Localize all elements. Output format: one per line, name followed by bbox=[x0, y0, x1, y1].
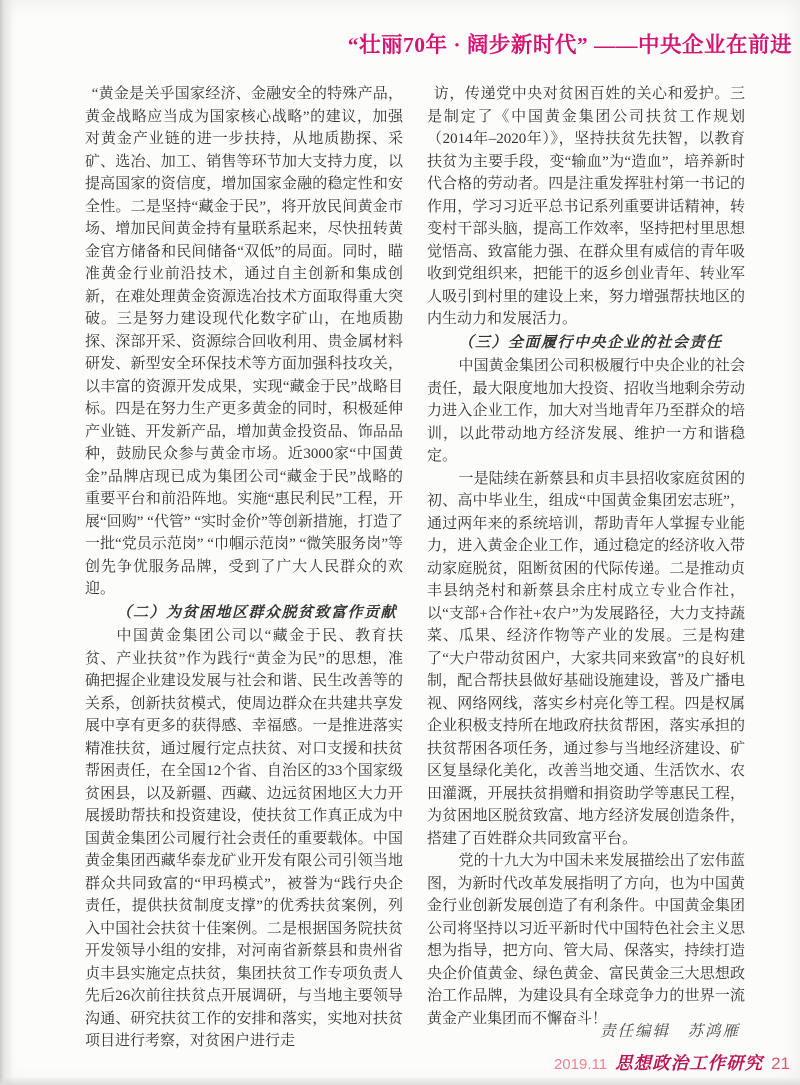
column-left bbox=[85, 83, 403, 1053]
column-right bbox=[427, 83, 745, 1053]
issue-date: 2019.11 bbox=[553, 1056, 608, 1073]
paragraph: 党的十九大为中国未来发展描绘出了宏伟蓝图，为新时代改革发展指明了方向，也为中国黄金行业创新发展创造了有利条件。中国黄金集团公司将坚持以习近平新时代中国特色社会主义思想为指导，把方向、管大局、保落实，持续打造央企价值黄金、绿色黄金、富民黄金三大思想政治工作品牌，为建设具有全球竞争力的世界一流黄金产业集团而不懈奋斗！ bbox=[427, 853, 745, 1027]
column-banner-headline: “壮丽70年 · 阔步新时代” ——中央企业在前进 bbox=[347, 33, 792, 57]
section-heading: （三）全面履行中央企业的社会责任 bbox=[458, 334, 723, 351]
paragraph: 访，传递党中央对贫困百姓的关心和爱护。三是制定了《中国黄金集团公司扶贫工作规划（2014年–2020年）》，坚持扶贫先扶智，以教育扶贫为主要手段，变“输血”为“造血”，培养新时代合格的劳动者。四是注重发挥驻村第一书记的作用，学习习近平总书记系列重要讲话精神，转变村干部头脑，提高工作效率，坚持把村里思想觉悟高、致富能力强、在群众里有威信的青年吸收到党组织来，把能干的返乡创业青年、转业军人吸引到村里的建设上来，努力增强帮扶地区的内生动力和发展活力。 bbox=[427, 86, 745, 327]
page-bottom-edge-shadow bbox=[0, 1077, 800, 1085]
page-number: 21 bbox=[771, 1054, 790, 1073]
paragraph: 一是陆续在新蔡县和贞丰县招收家庭贫困的初、高中毕业生，组成“中国黄金集团宏志班”，通过两年来的系统培训，帮助青年人掌握专业能力，进入黄金企业工作，通过稳定的经济收入带动家庭脱贫，阻断贫困的代际传递。二是推动贞丰县纳尧村和新蔡县余庄村成立专业合作社，以“支部+合作社+农户”为发展路径，大力支持蔬菜、瓜果、经济作物等产业的发展。三是构建了“大户带动贫困户，大家共同来致富”的良好机制，配合帮扶县做好基础设施建设，普及广播电视、网络网线，落实乡村亮化等工程。四是权属企业积极支持所在地政府扶贫帮困，落实承担的扶贫帮困各项任务，通过参与当地经济建设、矿区复垦绿化美化，改善当地交通、生活饮水、农田灌溉，开展扶贫捐赠和捐资助学等惠民工程，为贫困地区脱贫致富、地方经济发展创造条件，搭建了百姓群众共同致富平台。 bbox=[427, 470, 745, 847]
section-heading: （二）为贫困地区群众脱贫致富作贡献 bbox=[116, 604, 398, 621]
editor-byline: 责任编辑 苏鸿雁 bbox=[599, 1023, 740, 1040]
page-left-edge-shadow bbox=[0, 0, 14, 1085]
page-footer bbox=[554, 1050, 790, 1075]
paragraph: 中国黄金集团公司以“藏金于民、教育扶贫、产业扶贫”作为践行“黄金为民”的思想，准确把握企业建设发展与社会和谐、民生改善等的关系，创新扶贫模式，使周边群众在共建共享发展中享有更多的获得感、幸福感。一是推进落实精准扶贫，通过履行定点扶贫、对口支援和扶贫帮困责任，在全国12个省、自治区的33个国家级贫困县，以及新疆、西藏、边远贫困地区大力开展援助帮扶和投资建设，使扶贫工作真正成为中国黄金集团公司履行社会责任的重要载体。中国黄金集团西藏华泰龙矿业开发有限公司引领当地群众共同致富的“甲玛模式”，被誉为“践行央企责任，提供扶贫制度支撑”的优秀扶贫案例，列入中国社会扶贫十佳案例。二是根据国务院扶贫开发领导小组的安排，对河南省新蔡县和贵州省贞丰县实施定点扶贫，集团扶贫工作专项负责人先后26次前往扶贫点开展调研，与当地主要领导沟通、研究扶贫工作的安排和落实，实地对扶贫项目进行考察，对贫困户进行走 bbox=[85, 628, 403, 1049]
article-body bbox=[85, 83, 745, 1053]
journal-name: 思想政治工作研究 bbox=[615, 1053, 764, 1073]
paragraph: “黄金是关乎国家经济、金融安全的特殊产品，黄金战略应当成为国家核心战略”的建议，加强对黄金产业链的进一步扶持，从地质勘探、采矿、选冶、加工、销售等环节加大支持力度，以提高国家的资信度，增加国家金融的稳定性和安全性。二是坚持“藏金于民”，将开放民间黄金市场、增加民间黄金持有量联系起来，尽快扭转黄金官方储备和民间储备“双低”的局面。同时，瞄准黄金行业前沿技术，通过自主创新和集成创新，在难处理黄金资源选冶技术方面取得重大突破。三是努力建设现代化数字矿山，在地质勘探、深部开采、资源综合回收利用、贵金属材料研发、新型安全环保技术等方面加强科技攻关，以丰富的资源开发成果，实现“藏金于民”战略目标。四是在努力生产更多黄金的同时，积极延伸产业链、开发新产品，增加黄金投资品、饰品品种，鼓励民众参与黄金市场。近3000家“中国黄金”品牌店现已成为集团公司“藏金于民”战略的重要平台和前沿阵地。实施“惠民利民”工程，开展“回购” “代管” “实时金价”等创新措施，打造了一批“党员示范岗” “巾帼示范岗” “微笑服务岗”等创先争优服务品牌，受到了广大人民群众的欢迎。 bbox=[85, 86, 403, 597]
paragraph: 中国黄金集团公司积极履行中央企业的社会责任，最大限度地加大投资、招收当地剩余劳动力进入企业工作，加大对当地青年乃至群众的培训，以此带动地方经济发展、维护一方和谐稳定。 bbox=[427, 358, 745, 464]
